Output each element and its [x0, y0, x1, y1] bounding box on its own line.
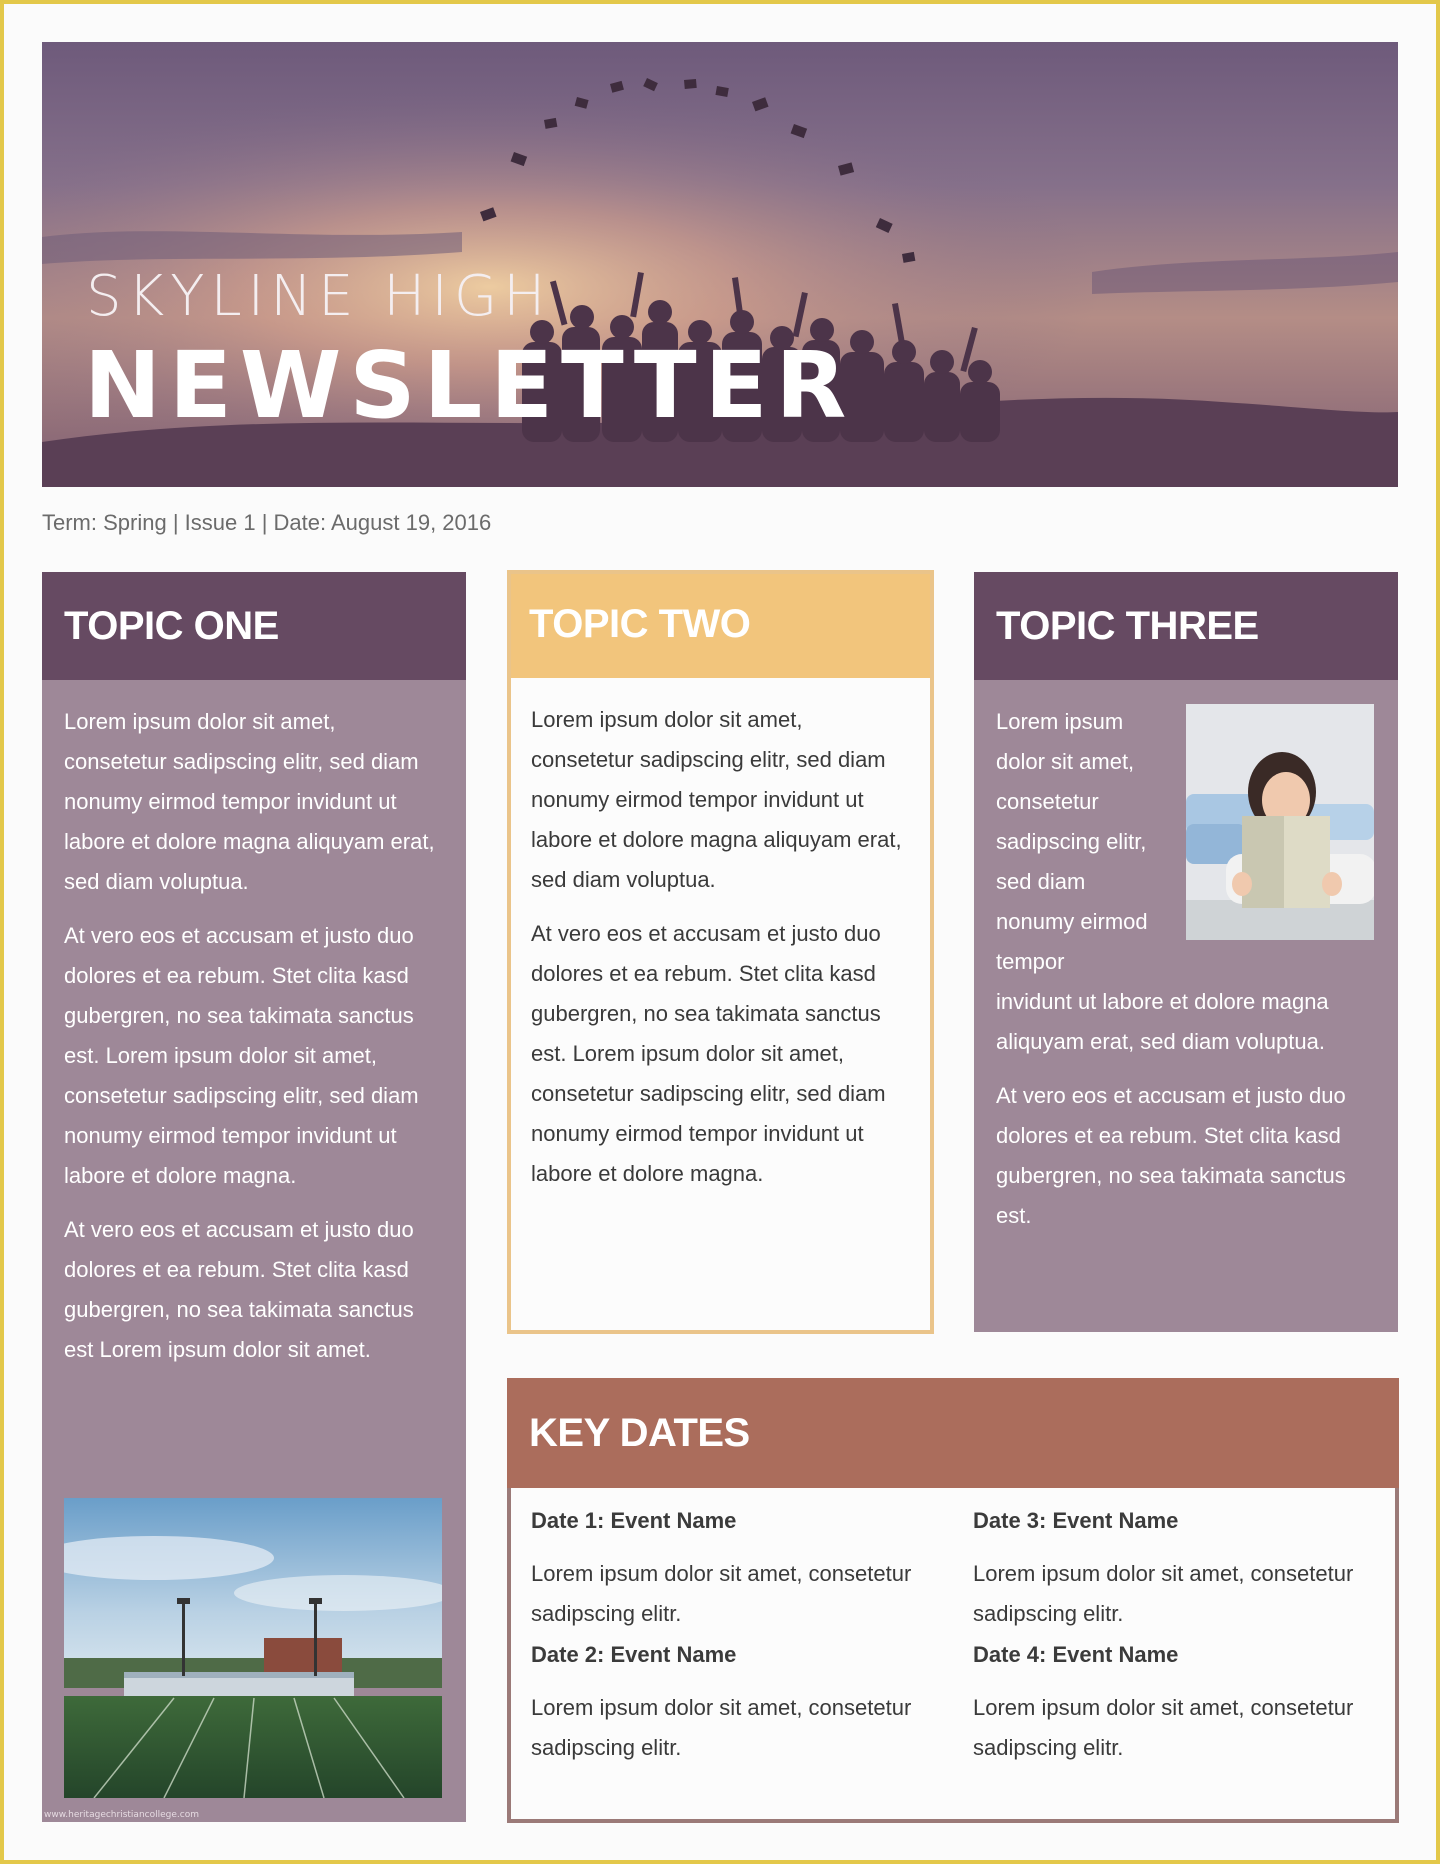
wrap-line: consetetur [996, 789, 1099, 814]
source-watermark: www.heritagechristiancollege.com [44, 1810, 199, 1820]
stadium-photo [64, 1498, 442, 1798]
key-dates-column-left [531, 1500, 973, 1819]
topic-one-heading: TOPIC ONE [64, 603, 279, 648]
key-dates-body [507, 1488, 1399, 1823]
key-date-desc: Lorem ipsum dolor sit amet, consetetur sadipscing elitr. [531, 1695, 912, 1760]
hero-banner [42, 42, 1398, 487]
key-date-title: Date 2: Event Name [531, 1642, 737, 1667]
key-dates-column-right [973, 1500, 1393, 1819]
wrap-line: nonumy eirmod [996, 909, 1148, 934]
student-reading-photo [1186, 704, 1374, 940]
key-date-item [973, 1508, 1393, 1634]
key-date-title: Date 4: Event Name [973, 1642, 1179, 1667]
wrap-line: tempor [996, 949, 1065, 974]
topic-one-paragraph: At vero eos et accusam et justo duo dolores et ea rebum. Stet clita kasd gubergren, no sea takimata sanctus est. Lorem ipsum dolor sit amet, consetetur sadipscing elitr, sed diam nonumy eirmod tempor invidunt ut labore et dolore magna. [64, 923, 419, 1188]
wrap-line: sed diam [996, 869, 1086, 894]
topic-two-paragraph: At vero eos et accusam et justo duo dolores et ea rebum. Stet clita kasd gubergren, no sea takimata sanctus est. Lorem ipsum dolor sit amet, consetetur sadipscing elitr, sed diam nonumy eirmod tempor invidunt ut labore et dolore magna. [531, 921, 886, 1186]
topic-three-body [974, 680, 1398, 1332]
topic-three-heading: TOPIC THREE [996, 603, 1259, 648]
key-dates-heading: KEY DATES [529, 1410, 750, 1455]
key-date-item [973, 1642, 1393, 1768]
wrap-line: sadipscing elitr, [996, 829, 1147, 854]
topic-three-header [974, 572, 1398, 680]
topic-one-header [42, 572, 466, 680]
topic-one-body [42, 680, 466, 1822]
topic-two-body [507, 678, 934, 1334]
issue-meta: Term: Spring | Issue 1 | Date: August 19, 2016 [42, 510, 492, 535]
topic-two-header [507, 570, 934, 678]
key-date-item [531, 1508, 973, 1634]
topic-two-paragraph: Lorem ipsum dolor sit amet, consetetur sadipscing elitr, sed diam nonumy eirmod tempor invidunt ut labore et dolore magna aliquyam erat, sed diam voluptua. [531, 707, 902, 892]
topic-one-paragraph: Lorem ipsum dolor sit amet, consetetur sadipscing elitr, sed diam nonumy eirmod tempor invidunt ut labore et dolore magna aliquyam erat, sed diam voluptua. [64, 709, 435, 894]
topic-three-paragraph: invidunt ut labore et dolore magna aliquyam erat, sed diam voluptua. [996, 989, 1329, 1054]
topic-one-paragraph: At vero eos et accusam et justo duo dolores et ea rebum. Stet clita kasd gubergren, no sea takimata sanctus est Lorem ipsum dolor sit amet. [64, 1217, 414, 1362]
newsletter-title: NEWSLETTER [84, 332, 855, 439]
key-date-title: Date 1: Event Name [531, 1508, 737, 1533]
school-name: SKYLINE HIGH [86, 264, 552, 329]
topic-three-paragraph: At vero eos et accusam et justo duo dolores et ea rebum. Stet clita kasd gubergren, no sea takimata sanctus est. [996, 1083, 1346, 1228]
key-date-desc: Lorem ipsum dolor sit amet, consetetur sadipscing elitr. [973, 1695, 1354, 1760]
key-date-desc: Lorem ipsum dolor sit amet, consetetur sadipscing elitr. [531, 1561, 912, 1626]
key-date-title: Date 3: Event Name [973, 1508, 1179, 1533]
topic-two-heading: TOPIC TWO [529, 601, 751, 646]
key-date-item [531, 1642, 973, 1768]
key-dates-header [507, 1378, 1399, 1488]
wrap-line: dolor sit amet, [996, 749, 1135, 774]
wrap-line: Lorem ipsum [996, 709, 1124, 734]
key-date-desc: Lorem ipsum dolor sit amet, consetetur sadipscing elitr. [973, 1561, 1354, 1626]
